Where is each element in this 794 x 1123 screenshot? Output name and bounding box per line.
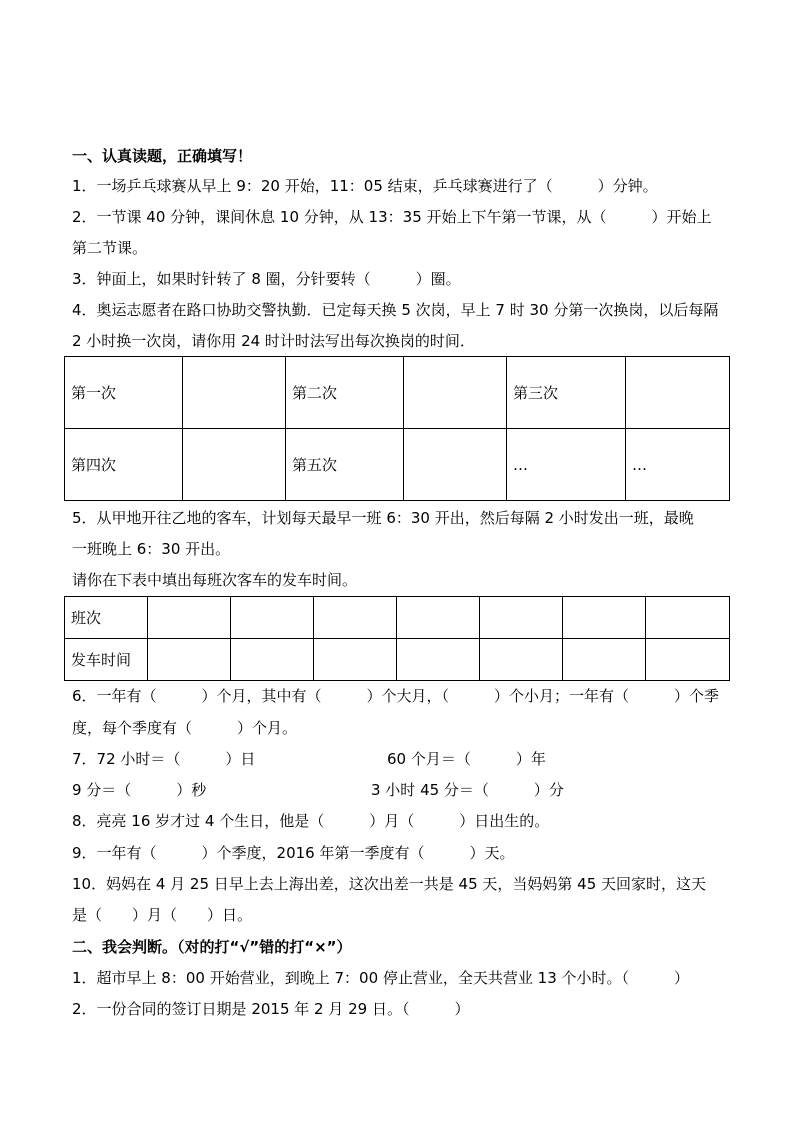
answer-cell[interactable]	[314, 639, 397, 681]
question-1-2-line2: 第二节课。	[72, 239, 148, 257]
question-2-1: 1．超市早上 8：00 开始营业，到晚上 7：00 停止营业，全天共营业 13 个小时。（ ）	[72, 969, 690, 987]
question-1-10-line1: 10．妈妈在 4 月 25 日早上去上海出差，这次出差一共是 45 天，当妈妈第 45 天回家时，这天	[72, 875, 707, 893]
table-row	[65, 357, 730, 429]
answer-cell[interactable]	[231, 639, 314, 681]
answer-cell[interactable]	[626, 357, 730, 429]
question-1-6-line1: 6．一年有（ ）个月，其中有（ ）个大月，（ ）个小月；一年有（ ）个季	[72, 687, 720, 705]
table-row	[65, 639, 730, 681]
answer-cell[interactable]	[148, 639, 231, 681]
table-cell: …	[626, 429, 730, 501]
table-row	[65, 429, 730, 501]
answer-cell[interactable]	[404, 429, 507, 501]
section2-heading: 二、我会判断。（对的打“√”错的打“×”）	[72, 938, 352, 956]
table-cell: 第一次	[65, 357, 183, 429]
answer-cell[interactable]	[480, 597, 563, 639]
answer-cell[interactable]	[404, 357, 507, 429]
table-cell: 班次	[65, 597, 148, 639]
question-1-6-line2: 度，每个季度有（ ）个月。	[72, 719, 298, 737]
question-1-8: 8．亮亮 16 岁才过 4 个生日，他是（ ）月（ ）日出生的。	[72, 812, 550, 830]
question-1-5-line1: 5．从甲地开往乙地的客车，计划每天最早一班 6：30 开出，然后每隔 2 小时发出一班，最晚	[72, 509, 694, 527]
question-2-2: 2．一份合同的签订日期是 2015 年 2 月 29 日。（ ）	[72, 1000, 470, 1018]
table-cell: 发车时间	[65, 639, 148, 681]
table-cell: 第五次	[286, 429, 404, 501]
answer-cell[interactable]	[183, 429, 286, 501]
question-1-4-line1: 4．奥运志愿者在路口协助交警执勤．已定每天换 5 次岗，早上 7 时 30 分第一次换岗，以后每隔	[72, 301, 719, 319]
table-cell: 第二次	[286, 357, 404, 429]
question-1-9: 9．一年有（ ）个季度，2016 年第一季度有（ ）天。	[72, 844, 515, 862]
question-1-5-line2: 一班晚上 6：30 开出。	[72, 540, 231, 558]
answer-cell[interactable]	[397, 597, 480, 639]
answer-cell[interactable]	[563, 597, 646, 639]
table-cell: …	[507, 429, 626, 501]
shift-time-table	[64, 356, 730, 501]
question-1-1: 1．一场乒乓球赛从早上 9：20 开始，11：05 结束，乒乓球赛进行了（ ）分钟。	[72, 177, 658, 195]
answer-cell[interactable]	[397, 639, 480, 681]
question-1-4-line2: 2 小时换一次岗，请你用 24 时计时法写出每次换岗的时间．	[72, 332, 475, 350]
answer-cell[interactable]	[563, 639, 646, 681]
answer-cell[interactable]	[183, 357, 286, 429]
answer-cell[interactable]	[646, 639, 730, 681]
answer-cell[interactable]	[231, 597, 314, 639]
table-cell: 第三次	[507, 357, 626, 429]
answer-cell[interactable]	[148, 597, 231, 639]
bus-departure-table	[64, 596, 730, 681]
question-1-7-b: 60 个月＝（ ）年	[387, 750, 546, 768]
question-1-7-d: 3 小时 45 分＝（ ）分	[371, 781, 564, 799]
question-1-3: 3．钟面上，如果时针转了 8 圈，分针要转（ ）圈。	[72, 270, 461, 288]
question-1-7-a: 7．72 小时＝（ ）日	[72, 750, 256, 768]
question-1-2-line1: 2．一节课 40 分钟，课间休息 10 分钟，从 13：35 开始上下午第一节课，从（ ）开始上	[72, 208, 712, 226]
answer-cell[interactable]	[480, 639, 563, 681]
answer-cell[interactable]	[314, 597, 397, 639]
table-row	[65, 597, 730, 639]
question-1-7-c: 9 分＝（ ）秒	[72, 781, 207, 799]
table-cell: 第四次	[65, 429, 183, 501]
question-1-5-line3: 请你在下表中填出每班次客车的发车时间。	[72, 571, 358, 589]
section1-heading: 一、认真读题，正确填写！	[72, 147, 253, 165]
question-1-10-line2: 是（ ）月（ ）日。	[72, 906, 253, 924]
answer-cell[interactable]	[646, 597, 730, 639]
